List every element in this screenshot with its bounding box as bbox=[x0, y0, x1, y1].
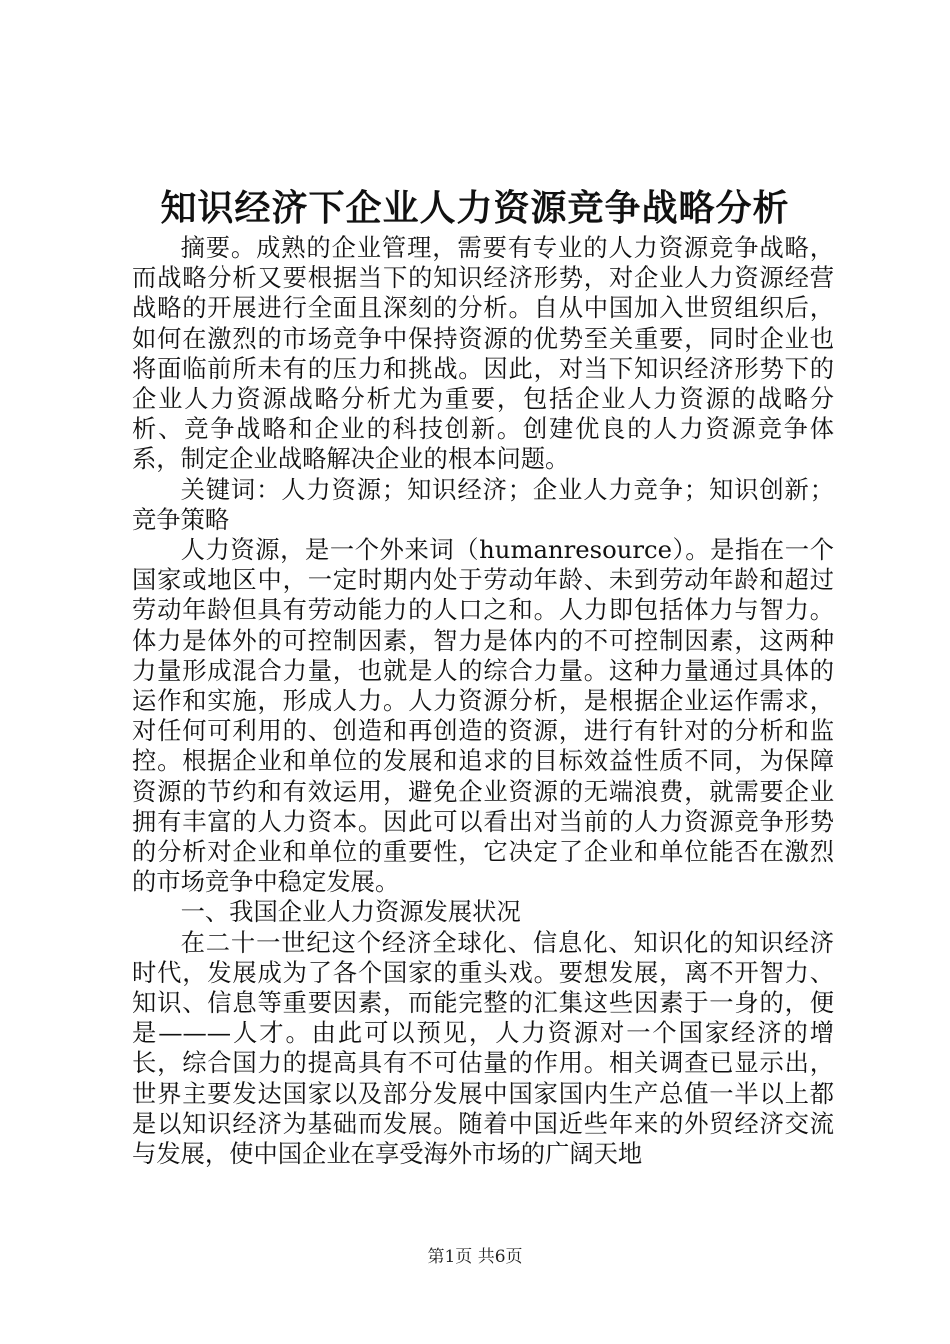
body-paragraph: 在二十一世纪这个经济全球化、信息化、知识化的知识经济时代，发展成为了各个国家的重头戏。要想发展，离不开智力、知识、信息等重要因素，而能完整的汇集这些因素于一身的，便是———人才。由此可以预见，人力资源对一个国家经济的增长，综合国力的提高具有不可估量的作用。相关调查已显示出，世界主要发达国家以及部分发展中国家国内生产总值一半以上都是以知识经济为基础而发展。随着中国近些年来的外贸经济交流与发展，使中国企业在享受海外市场的广阔天地 bbox=[132, 927, 834, 1169]
section-heading: 一、我国企业人力资源发展状况 bbox=[180, 897, 521, 927]
document-title: 知识经济下企业人力资源竞争战略分析 bbox=[160, 187, 790, 229]
page-number-footer: 第1页 共6页 bbox=[427, 1247, 523, 1267]
body-paragraph: 人力资源，是一个外来词（humanresource）。是指在一个国家或地区中，一定时期内处于劳动年龄、未到劳动年龄和超过劳动年龄但具有劳动能力的人口之和。人力即包括体力与智力。体力是体外的可控制因素，智力是体内的不可控制因素，这两种力量形成混合力量，也就是人的综合力量。这种力量通过具体的运作和实施，形成人力。人力资源分析，是根据企业运作需求，对任何可利用的、创造和再创造的资源，进行有针对的分析和监控。根据企业和单位的发展和追求的目标效益性质不同，为保障资源的节约和有效运用，避免企业资源的无端浪费，就需要企业拥有丰富的人力资本。因此可以看出对当前的人力资源竞争形势的分析对企业和单位的重要性，它决定了企业和单位能否在激烈的市场竞争中稳定发展。 bbox=[132, 535, 834, 897]
document-body bbox=[132, 233, 834, 1169]
keywords-paragraph: 关键词：人力资源；知识经济；企业人力竞争；知识创新；竞争策略 bbox=[132, 474, 834, 534]
abstract-paragraph: 摘要。成熟的企业管理，需要有专业的人力资源竞争战略，而战略分析又要根据当下的知识经济形势，对企业人力资源经营战略的开展进行全面且深刻的分析。自从中国加入世贸组织后，如何在激烈的市场竞争中保持资源的优势至关重要，同时企业也将面临前所未有的压力和挑战。因此，对当下知识经济形势下的企业人力资源战略分析尤为重要，包括企业人力资源的战略分析、竞争战略和企业的科技创新。创建优良的人力资源竞争体系，制定企业战略解决企业的根本问题。 bbox=[132, 233, 834, 474]
